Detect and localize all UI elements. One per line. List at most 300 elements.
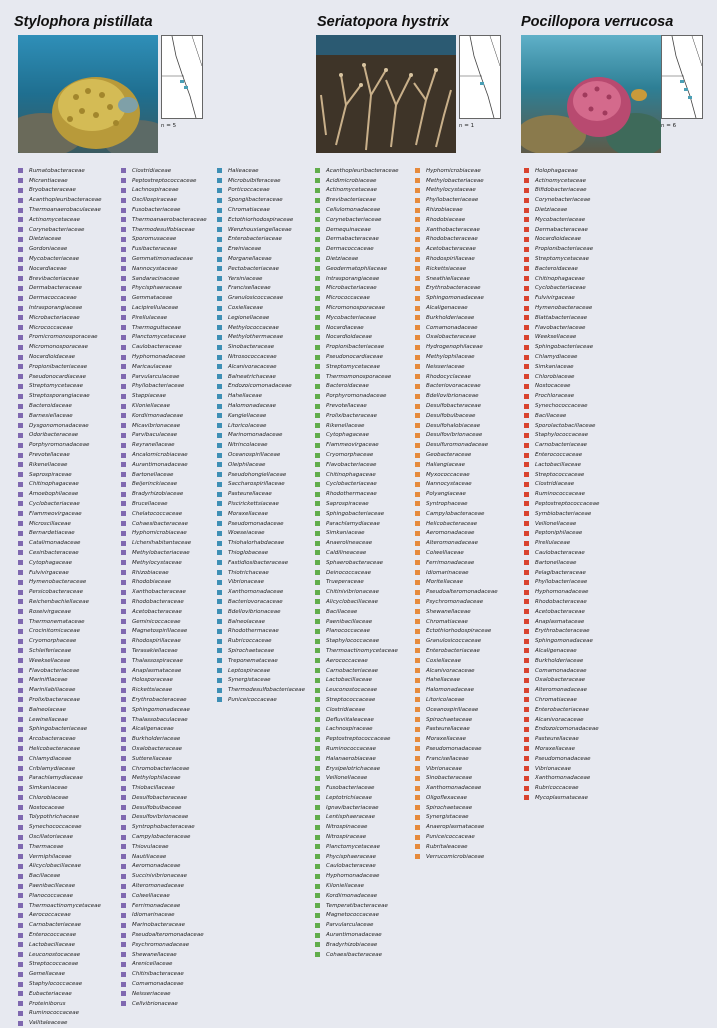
color-swatch-icon [524, 619, 529, 624]
color-swatch-icon [315, 462, 320, 467]
family-item [415, 773, 515, 783]
family-item [415, 313, 515, 323]
family-item [415, 793, 515, 803]
color-swatch-icon [315, 874, 320, 879]
color-swatch-icon [315, 237, 320, 242]
family-item [217, 372, 317, 382]
family-name: Campylobacteraceae [426, 510, 485, 517]
family-name: Flammeovirgaceae [326, 442, 379, 449]
color-swatch-icon [18, 286, 23, 291]
family-item [315, 235, 415, 245]
family-item [524, 509, 624, 519]
color-swatch-icon [121, 198, 126, 203]
family-name: Chlorobiaceae [29, 794, 69, 801]
family-name: Hyphomonadaceae [535, 589, 589, 596]
family-item [315, 323, 415, 333]
color-swatch-icon [18, 648, 23, 653]
family-item [121, 519, 221, 529]
family-name: Brevibacteriaceae [326, 197, 376, 204]
color-swatch-icon [217, 443, 222, 448]
color-swatch-icon [121, 472, 126, 477]
family-name: Bacillaceae [535, 412, 567, 419]
color-swatch-icon [18, 394, 23, 399]
color-swatch-icon [18, 786, 23, 791]
color-swatch-icon [415, 707, 420, 712]
color-swatch-icon [415, 590, 420, 595]
family-name: Pirellulaceae [132, 314, 168, 321]
family-name: Nitrincolaceae [228, 442, 268, 449]
family-item [121, 186, 221, 196]
family-name: Gemmatimonadaceae [132, 256, 194, 263]
family-item [415, 470, 515, 480]
color-swatch-icon [315, 266, 320, 271]
family-name: Micavibrionaceae [132, 422, 181, 429]
family-name: Promicromonosporaceae [29, 334, 98, 341]
family-item [121, 215, 221, 225]
color-swatch-icon [315, 198, 320, 203]
family-name: Microbacteriaceae [326, 285, 377, 292]
family-name: Clostridiaceae [535, 481, 575, 488]
family-item [315, 842, 415, 852]
family-name: Kiloniellaceae [326, 883, 365, 890]
color-swatch-icon [415, 835, 420, 840]
family-name: Pseudonocardiaceae [326, 354, 383, 361]
family-item [18, 666, 118, 676]
family-item [415, 666, 515, 676]
family-item [217, 342, 317, 352]
family-item [217, 460, 317, 470]
color-swatch-icon [18, 864, 23, 869]
family-item [121, 274, 221, 284]
family-name: Chitinophagaceae [326, 471, 376, 478]
family-item [315, 803, 415, 813]
family-name: Intrasporangiaceae [29, 305, 83, 312]
family-name: Bradyrhizobiaceae [132, 491, 184, 498]
family-name: Staphylococcaceae [326, 638, 380, 645]
family-name: Chelatococcaceae [132, 510, 183, 517]
family-name: Hymenobacteraceae [535, 305, 593, 312]
family-item [315, 597, 415, 607]
color-swatch-icon [18, 815, 23, 820]
family-item [121, 626, 221, 636]
family-item [121, 480, 221, 490]
family-name: Pasteurellaceae [426, 726, 470, 733]
family-name: Desulfovibrionaceae [426, 432, 483, 439]
family-item [524, 538, 624, 548]
color-swatch-icon [315, 276, 320, 281]
family-item [217, 166, 317, 176]
color-swatch-icon [18, 658, 23, 663]
color-swatch-icon [18, 629, 23, 634]
color-swatch-icon [121, 217, 126, 222]
family-item [415, 656, 515, 666]
family-item [315, 342, 415, 352]
family-item [217, 538, 317, 548]
family-item [18, 862, 118, 872]
family-item [121, 333, 221, 343]
family-item [18, 764, 118, 774]
color-swatch-icon [315, 227, 320, 232]
family-name: Legionellaceae [228, 314, 270, 321]
family-name: Thiohalorhabdaceae [228, 540, 285, 547]
family-item [524, 176, 624, 186]
family-item [315, 950, 415, 960]
family-item [315, 911, 415, 921]
family-item [18, 519, 118, 529]
color-swatch-icon [121, 746, 126, 751]
family-name: Alcaligenaceae [426, 305, 468, 312]
family-item [217, 176, 317, 186]
family-item [415, 205, 515, 215]
family-item [18, 881, 118, 891]
color-swatch-icon [121, 854, 126, 859]
family-item [315, 352, 415, 362]
family-name: Rhodobacteraceae [426, 236, 478, 243]
family-item [415, 715, 515, 725]
color-swatch-icon [315, 884, 320, 889]
color-swatch-icon [217, 609, 222, 614]
family-item [121, 323, 221, 333]
family-name: Aerococcaceae [29, 912, 71, 919]
family-item [315, 509, 415, 519]
family-item [121, 842, 221, 852]
family-item [315, 225, 415, 235]
family-name: Anaplasmataceae [132, 667, 182, 674]
color-swatch-icon [217, 541, 222, 546]
family-name: Puniceicoccaceae [426, 834, 475, 841]
color-swatch-icon [18, 962, 23, 967]
family-item [121, 901, 221, 911]
color-swatch-icon [217, 168, 222, 173]
family-name: Aerococcaceae [326, 657, 368, 664]
family-item [315, 715, 415, 725]
color-swatch-icon [18, 991, 23, 996]
family-name: Psychromonadaceae [426, 598, 484, 605]
color-swatch-icon [121, 648, 126, 653]
color-swatch-icon [18, 609, 23, 614]
family-item [315, 695, 415, 705]
color-swatch-icon [217, 453, 222, 458]
family-item [415, 822, 515, 832]
family-item [315, 832, 415, 842]
color-swatch-icon [121, 727, 126, 732]
family-item [524, 568, 624, 578]
family-name: Microbulbiferaceae [228, 177, 281, 184]
color-swatch-icon [315, 541, 320, 546]
family-item [18, 783, 118, 793]
color-swatch-icon [315, 727, 320, 732]
family-item [315, 284, 415, 294]
family-item [524, 617, 624, 627]
family-name: Cellvibrionaceae [132, 1000, 178, 1007]
family-item [524, 764, 624, 774]
family-name: Balneolaceae [228, 618, 265, 625]
family-name: Vermiphilaceae [29, 853, 72, 860]
family-item [315, 891, 415, 901]
color-swatch-icon [315, 501, 320, 506]
family-name: Halanaerobiaceae [326, 755, 376, 762]
family-item [18, 528, 118, 538]
family-name: Pseudoalteromonadaceae [132, 932, 204, 939]
family-name: Hymenobacteraceae [29, 579, 87, 586]
family-item [217, 235, 317, 245]
family-item [524, 587, 624, 597]
family-item [315, 822, 415, 832]
color-swatch-icon [315, 472, 320, 477]
color-swatch-icon [415, 462, 420, 467]
family-name: Burkholderiaceae [535, 657, 584, 664]
color-swatch-icon [121, 864, 126, 869]
family-item [315, 646, 415, 656]
family-name: Oscillospiraceae [132, 197, 177, 204]
family-name: Simkaniaceae [535, 363, 574, 370]
color-swatch-icon [315, 433, 320, 438]
family-item [524, 724, 624, 734]
family-name: Pseudohongiellaceae [228, 471, 287, 478]
family-item [121, 940, 221, 950]
family-name: Holophagaceae [535, 167, 578, 174]
color-swatch-icon [217, 482, 222, 487]
family-item [217, 489, 317, 499]
color-swatch-icon [524, 639, 529, 644]
family-item [415, 352, 515, 362]
family-name: Weeksellaceae [535, 334, 577, 341]
family-name: Parvularculaceae [132, 373, 180, 380]
family-item [18, 538, 118, 548]
color-swatch-icon [121, 423, 126, 428]
color-swatch-icon [315, 335, 320, 340]
family-name: Phycisphaeraceae [326, 853, 376, 860]
family-item [18, 930, 118, 940]
color-swatch-icon [415, 168, 420, 173]
family-item [415, 842, 515, 852]
family-item [415, 176, 515, 186]
family-name: Oceanospirillaceae [426, 706, 479, 713]
family-item [524, 636, 624, 646]
family-name: Hyphomicrobiaceae [132, 530, 187, 537]
family-name: Alteromonadaceae [535, 687, 588, 694]
family-item [121, 460, 221, 470]
family-item [315, 734, 415, 744]
color-swatch-icon [18, 453, 23, 458]
color-swatch-icon [121, 786, 126, 791]
family-item [415, 734, 515, 744]
color-swatch-icon [18, 599, 23, 604]
color-swatch-icon [415, 217, 420, 222]
family-item [121, 666, 221, 676]
family-name: Persicobacteraceae [29, 589, 83, 596]
family-item [415, 235, 515, 245]
color-swatch-icon [415, 648, 420, 653]
family-name: Neisseriaceae [426, 363, 465, 370]
color-swatch-icon [315, 805, 320, 810]
family-name: Pseudomonadaceae [228, 520, 284, 527]
family-name: Simkaniaceae [29, 785, 68, 792]
family-item [121, 538, 221, 548]
family-name: Thiotrichaceae [228, 569, 269, 576]
color-swatch-icon [415, 697, 420, 702]
family-name: Lachnospiraceae [326, 726, 373, 733]
color-swatch-icon [121, 972, 126, 977]
family-name: Thermomonosporaceae [326, 373, 392, 380]
family-item [524, 401, 624, 411]
color-swatch-icon [415, 443, 420, 448]
family-name: Micromonosporaceae [326, 305, 386, 312]
family-item [18, 734, 118, 744]
family-item [315, 431, 415, 441]
family-item [217, 421, 317, 431]
family-name: Kiloniellaceae [132, 403, 171, 410]
family-name: Desulfobulbaceae [132, 804, 182, 811]
color-swatch-icon [18, 276, 23, 281]
color-swatch-icon [217, 550, 222, 555]
family-item [524, 519, 624, 529]
family-name: Granulosicoccaceae [426, 638, 482, 645]
family-name: Desulfuromonadaceae [426, 442, 489, 449]
family-item [121, 352, 221, 362]
color-swatch-icon [524, 296, 529, 301]
color-swatch-icon [315, 835, 320, 840]
family-item [18, 333, 118, 343]
color-swatch-icon [415, 619, 420, 624]
family-item [121, 499, 221, 509]
family-name: Methylophilaceae [426, 354, 475, 361]
family-name: Rhodobacteraceae [535, 598, 587, 605]
color-swatch-icon [315, 658, 320, 663]
family-name: Acetobacteraceae [132, 608, 182, 615]
color-swatch-icon [315, 492, 320, 497]
family-item [18, 724, 118, 734]
family-name: Propionibacteriaceae [29, 363, 88, 370]
color-swatch-icon [217, 227, 222, 232]
family-name: Dermacoccaceae [29, 295, 77, 302]
color-swatch-icon [524, 413, 529, 418]
family-name: Rikenellaceae [29, 461, 68, 468]
family-item [217, 617, 317, 627]
family-item [415, 617, 515, 627]
color-swatch-icon [18, 296, 23, 301]
family-item [524, 705, 624, 715]
family-item [315, 666, 415, 676]
color-swatch-icon [415, 580, 420, 585]
color-swatch-icon [524, 570, 529, 575]
family-item [121, 597, 221, 607]
family-list-pocillopora [524, 166, 624, 803]
family-name: Rickettsiaceae [426, 265, 467, 272]
family-item [18, 685, 118, 695]
family-name: Marinobacteraceae [132, 922, 185, 929]
family-item [18, 342, 118, 352]
family-name: Thermaceae [29, 843, 64, 850]
family-name: Methylobacteriaceae [426, 177, 484, 184]
family-item [18, 940, 118, 950]
family-item [415, 293, 515, 303]
family-name: Lacipirellulaceae [132, 305, 179, 312]
family-item [524, 391, 624, 401]
family-name: Hyphomicrobiaceae [426, 167, 481, 174]
color-swatch-icon [524, 374, 529, 379]
color-swatch-icon [18, 247, 23, 252]
family-item [217, 558, 317, 568]
family-name: Weeksellaceae [29, 657, 71, 664]
family-item [18, 960, 118, 970]
family-name: Peptostreptococcaceae [132, 177, 197, 184]
family-name: Thioglobaceae [228, 549, 269, 556]
family-name: Lewinellaceae [29, 716, 68, 723]
color-swatch-icon [315, 482, 320, 487]
family-name: Caulobacteraceae [535, 549, 585, 556]
family-item [121, 176, 221, 186]
family-name: Sphaerobacteraceae [326, 559, 384, 566]
color-swatch-icon [524, 697, 529, 702]
coral-photo-stylophora [18, 35, 158, 153]
family-item [315, 568, 415, 578]
family-name: Clostridiaceae [326, 706, 366, 713]
family-name: Xanthomonadaceae [228, 589, 284, 596]
family-name: Flavobacteriaceae [535, 324, 586, 331]
color-swatch-icon [315, 443, 320, 448]
color-swatch-icon [524, 511, 529, 516]
family-item [315, 333, 415, 343]
family-item [524, 362, 624, 372]
family-name: Cryomorphaceae [29, 638, 77, 645]
family-name: Streptomycetaceae [326, 363, 381, 370]
family-name: Bacteriovoracaceae [426, 383, 481, 390]
color-swatch-icon [315, 933, 320, 938]
family-name: Oxalobacteraceae [132, 745, 183, 752]
family-name: Hyphomonadaceae [132, 354, 186, 361]
color-swatch-icon [217, 668, 222, 673]
family-item [18, 205, 118, 215]
family-item [217, 528, 317, 538]
family-item [121, 372, 221, 382]
family-item [217, 244, 317, 254]
family-item [315, 293, 415, 303]
family-item [315, 548, 415, 558]
family-name: Spirochaetaceae [228, 647, 275, 654]
color-swatch-icon [121, 208, 126, 213]
family-name: Gemmataceae [132, 295, 173, 302]
family-item [315, 901, 415, 911]
color-swatch-icon [315, 913, 320, 918]
sample-count-seriatopora: n = 1 [459, 123, 475, 129]
family-name: Ectothiorhodospiraceae [228, 216, 294, 223]
color-swatch-icon [315, 306, 320, 311]
color-swatch-icon [524, 404, 529, 409]
family-item [217, 587, 317, 597]
family-name: Polyangiaceae [426, 491, 466, 498]
color-swatch-icon [524, 286, 529, 291]
family-item [415, 362, 515, 372]
family-name: Marinilabiliaceae [29, 687, 76, 694]
family-name: Bartonellaceae [535, 559, 577, 566]
family-item [315, 313, 415, 323]
family-item [18, 440, 118, 450]
color-swatch-icon [415, 756, 420, 761]
family-name: Treponemataceae [228, 657, 278, 664]
family-name: Chitinophagaceae [535, 275, 585, 282]
family-item [18, 470, 118, 480]
family-name: Fulvivirgaceae [29, 569, 69, 576]
family-item [121, 636, 221, 646]
family-item [524, 244, 624, 254]
family-name: Stappiaceae [132, 393, 167, 400]
family-item [524, 382, 624, 392]
color-swatch-icon [18, 178, 23, 183]
family-name: Nocardioidaceae [29, 354, 76, 361]
family-item [18, 480, 118, 490]
family-item [18, 362, 118, 372]
